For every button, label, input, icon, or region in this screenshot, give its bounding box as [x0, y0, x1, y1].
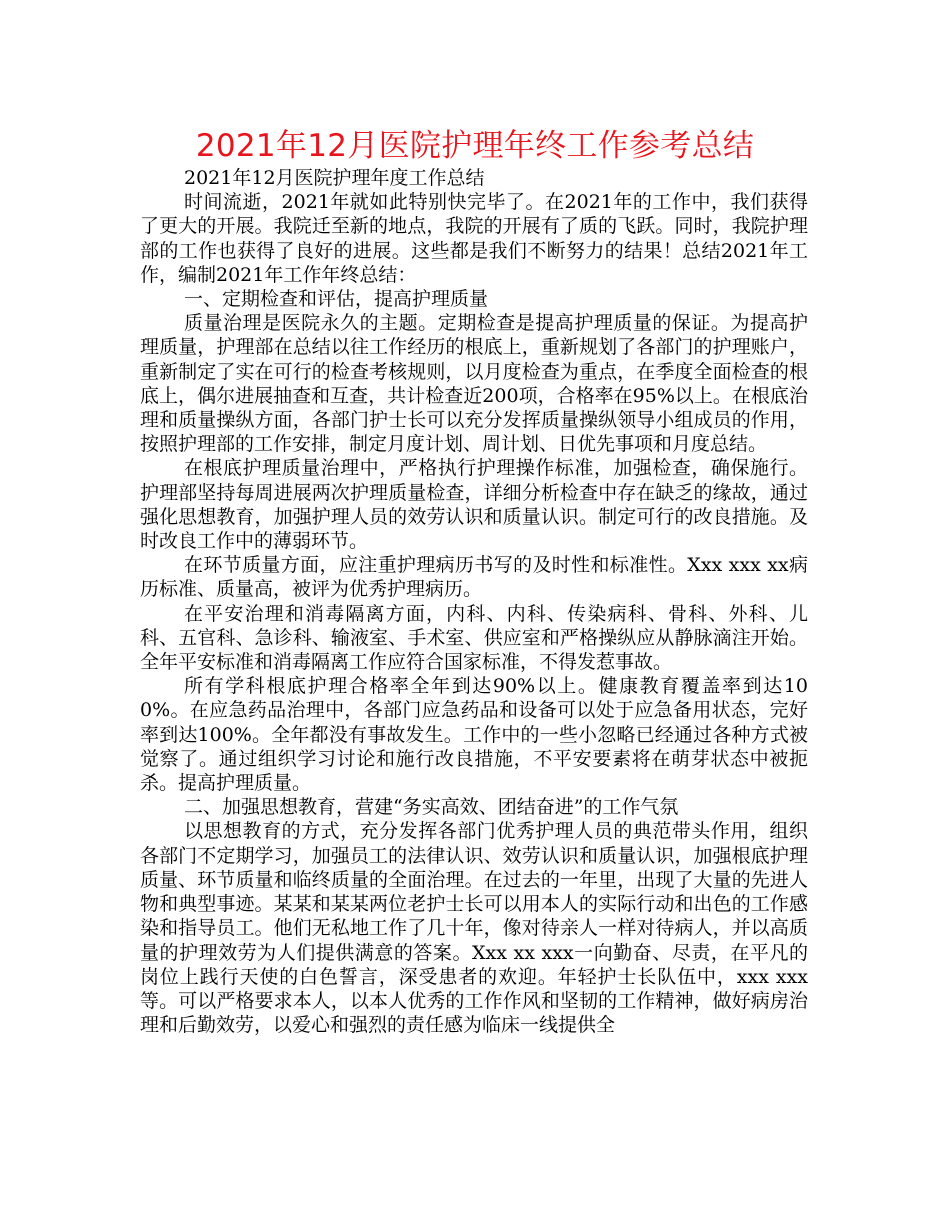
paragraph-intro: 时间流逝，2021年就如此特别快完毕了。在2021年的工作中，我们获得了更大的开展。我院迁至新的地点，我院的开展有了质的飞跃。同时，我院护理部的工作也获得了良好的进展。这些都是我们不断努力的结果！总结2021年工作，编制2021年工作年终总结： [140, 191, 808, 286]
document-subtitle: 2021年12月医院护理年度工作总结 [184, 167, 485, 189]
paragraph-safety-disinfection: 在平安治理和消毒隔离方面，内科、内科、传染病科、骨科、外科、儿科、五官科、急诊科、输液室、手术室、供应室和严格操纵应从静脉滴注开始。全年平安标准和消毒隔离工作应符合国家标准，不得发惹事故。 [140, 602, 808, 674]
paragraph-quality-management: 质量治理是医院永久的主题。定期检查是提高护理质量的保证。为提高护理质量，护理部在总结以往工作经历的根底上，重新规划了各部门的护理账户，重新制定了实在可行的检查考核规则，以月度检查为重点，在季度全面检查的根底上，偶尔进展抽查和互查，共计检查近200项，合格率在95%以上。在根底治理和质量操纵方面，各部门护士长可以充分发挥质量操纵领导小组成员的作用，按照护理部的工作安排，制定月度计划、周计划、日优先事项和月度总结。 [140, 312, 808, 456]
section-heading-2: 二、加强思想教育，营建“务实高效、团结奋进”的工作气氛 [184, 796, 679, 819]
document-body [140, 166, 808, 1037]
section-heading-1: 一、定期检查和评估，提高护理质量 [184, 288, 489, 311]
paragraph-link-quality: 在环节质量方面，应注重护理病历书写的及时性和标准性。Xxx xxx xx病历标准、质量高，被评为优秀护理病历。 [140, 554, 808, 601]
document-title: 2021年12月医院护理年终工作参考总结 [195, 128, 755, 164]
paragraph-basic-nursing: 在根底护理质量治理中，严格执行护理操作标准，加强检查，确保施行。护理部坚持每周进展两次护理质量检查，详细分析检查中存在缺乏的缘故，通过强化思想教育，加强护理人员的效劳认识和质量认识。制定可行的改良措施。及时改良工作中的薄弱环节。 [140, 457, 808, 553]
paragraph-ideological-education: 以思想教育的方式，充分发挥各部门优秀护理人员的典范带头作用，组织各部门不定期学习，加强员工的法律认识、效劳认识和质量认识，加强根底护理质量、环节质量和临终质量的全面治理。在过去的一年里，出现了大量的先进人物和典型事迹。某某和某某两位老护士长可以用本人的实际行动和出色的工作感染和指导员工。他们无私地工作了几十年，像对待亲人一样对待病人，并以高质量的护理效劳为人们提供满意的答案。Xxx xx xxx一向勤奋、尽责，在平凡的岗位上践行天使的白色誓言，深受患者的欢迎。年轻护士长队伍中，xxx xxx等。可以严格要求本人，以本人优秀的工作作风和坚韧的工作精神，做好病房治理和后勤效劳，以爱心和强烈的责任感为临床一线提供全 [140, 820, 808, 1037]
paragraph-pass-rate: 所有学科根底护理合格率全年到达90%以上。健康教育覆盖率到达100%。在应急药品治理中，各部门应急药品和设备可以处于应急备用状态，完好率到达100%。全年都没有事故发生。工作中的一些小忽略已经通过各种方式被觉察了。通过组织学习讨论和施行改良措施，不平安要素将在萌芽状态中被扼杀。提高护理质量。 [140, 675, 808, 795]
